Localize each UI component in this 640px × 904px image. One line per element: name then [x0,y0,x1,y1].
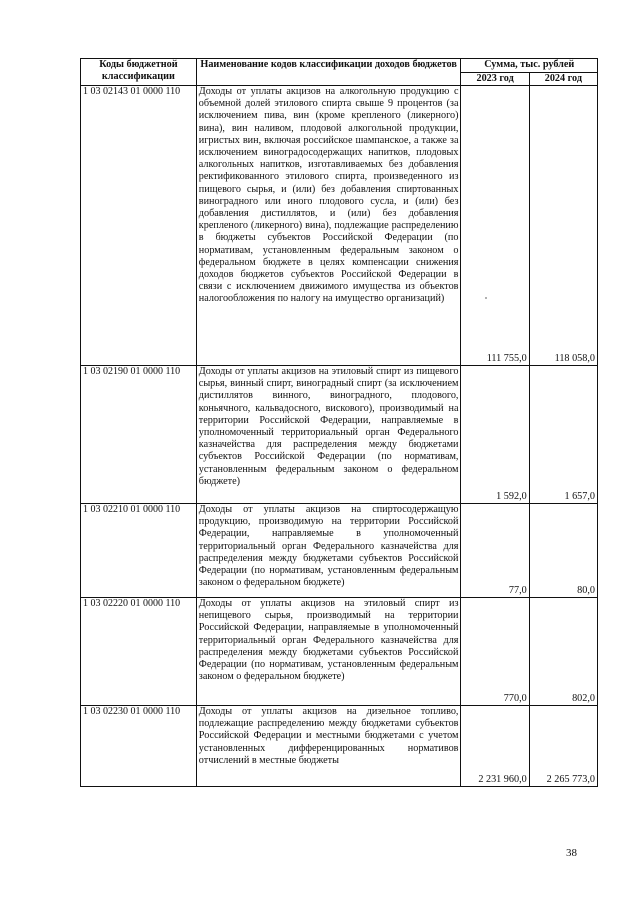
row-sum-2024: 1 657,0 [529,366,597,504]
scan-speck [485,297,487,299]
table-row [81,366,598,504]
budget-table-sheet [80,58,598,787]
row-sum-2023: 2 231 960,0 [461,706,529,787]
row-sum-2024: 802,0 [529,598,597,706]
header-code: Коды бюджетной классификации [81,59,197,86]
row-name: Доходы от уплаты акцизов на спиртосодержащую продукцию, производимую на территории Российской Федерации, направляемые в уполномоченный территориальный орган Федерального казначейства для распределения между бюджетами субъектов Российской Федерации (по нормативам, установленным федеральным законом о федеральном бюджете) [196,504,461,598]
table-row [81,598,598,706]
row-sum-2024: 118 058,0 [529,86,597,366]
row-name: Доходы от уплаты акцизов на этиловый спирт из непищевого сырья, производимый на территории Российской Федерации, направляемые в уполномоченный территориальный орган Федерального казначейства для распределения между бюджетами субъектов Российской Федерации (по нормативам, установленным федеральным законом о федеральном бюджете) [196,598,461,706]
row-sum-2023: 1 592,0 [461,366,529,504]
row-name: Доходы от уплаты акцизов на дизельное топливо, подлежащие распределению между бюджетами субъектов Российской Федерации и местными бюджетами с учетом установленных дифференцированных нормативов отчислений в местные бюджеты [196,706,461,787]
row-code: 1 03 02220 01 0000 110 [81,598,197,706]
table-row [81,706,598,787]
row-sum-2023: 111 755,0 [461,86,529,366]
row-name: Доходы от уплаты акцизов на алкогольную продукцию с объемной долей этилового спирта свыше 9 процентов (за исключением пива, вин (кроме крепленого (ликерного) вина), вин наливом, плодовой алкогольной продукции, игристых вин, включая российское шампанское, а также за исключением виноградосодержащих напитков, плодовых алкогольных напитков, изготавливаемых без добавления ректификованного этилового спирта, произведенного из пищевого сырья, и (или) без добавления спиртованных виноградного или иного плодового сусла, и (или) без добавления дистиллятов, и (или) без добавления крепленого (ликерного) вина), подлежащие распределению в бюджеты субъектов Российской Федерации (по нормативам, установленным федеральным законом о федеральном бюджете в целях компенсации снижения доходов бюджетов субъектов Российской Федерации в связи с исключением движимого имущества из объектов налогообложения по налогу на имущество организаций) [196,86,461,366]
header-sum: Сумма, тыс. рублей [461,59,598,73]
row-code: 1 03 02143 01 0000 110 [81,86,197,366]
row-name: Доходы от уплаты акцизов на этиловый спирт из пищевого сырья, винный спирт, виноградный спирт (за исключением дистиллятов винного, виноградного, плодового, коньячного, кальвадосного, вискового), производимый на территории Российской Федерации, направляемые в уполномоченный территориальный орган Федерального казначейства для распределения между бюджетами субъектов Российской Федерации (по нормативам, установленным федеральным законом о федеральном бюджете) [196,366,461,504]
header-year-2024: 2024 год [529,73,597,86]
row-sum-2023: 77,0 [461,504,529,598]
budget-table [80,58,598,787]
page-number: 38 [566,847,577,859]
table-row [81,504,598,598]
row-sum-2023: 770,0 [461,598,529,706]
row-code: 1 03 02210 01 0000 110 [81,504,197,598]
table-row [81,86,598,366]
header-year-2023: 2023 год [461,73,529,86]
row-code: 1 03 02230 01 0000 110 [81,706,197,787]
header-name: Наименование кодов классификации доходов бюджетов [196,59,461,86]
row-sum-2024: 2 265 773,0 [529,706,597,787]
row-code: 1 03 02190 01 0000 110 [81,366,197,504]
row-sum-2024: 80,0 [529,504,597,598]
